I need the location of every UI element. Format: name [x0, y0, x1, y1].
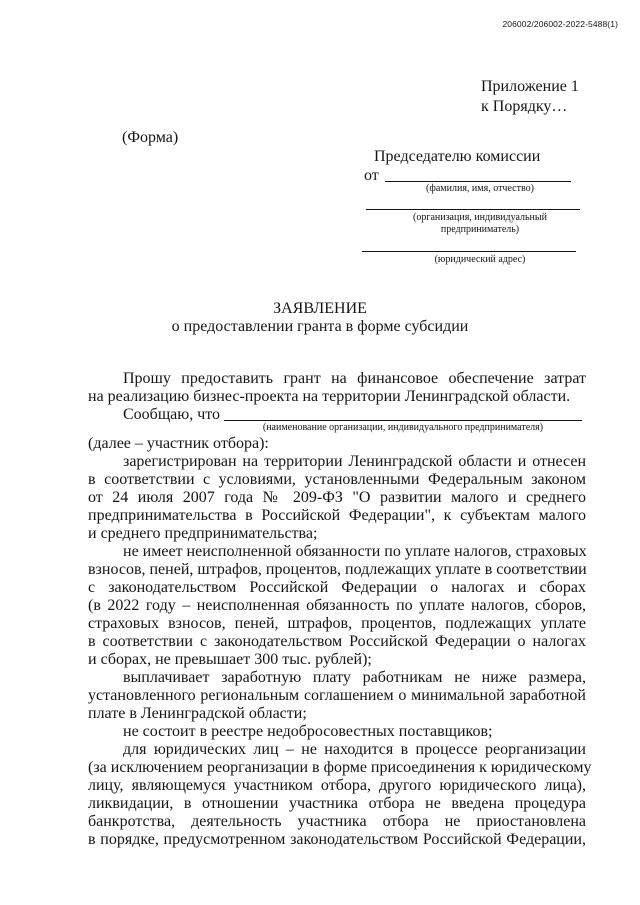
item-tax-line: не имеет неисполненной обязанности по уплате налогов, страховых — [123, 543, 587, 560]
item-registration-line: от 24 июля 2007 года № 209-ФЗ "О развитии малого и среднего — [88, 489, 586, 506]
item-tax-line: (в 2022 году – неисполненная обязанность по уплате налогов, сборов, — [88, 597, 586, 614]
request-line: на реализацию бизнес-проекта на территории Ленинградской области. — [88, 388, 571, 405]
item-legal-line: лицу, являющемуся участником отбора, другого юридического лица), — [88, 777, 586, 794]
item-registration-line: предпринимательства в Российской Федерации", к субъектам малого — [88, 507, 586, 524]
item-tax-line: страховых взносов, пеней, штрафов, процентов, подлежащих уплате — [88, 615, 586, 632]
address-blank-line — [362, 251, 576, 252]
address-caption: (юридический адрес) — [434, 254, 526, 265]
appendix-label: Приложение 1 — [481, 78, 579, 95]
request-line: Прошу предоставить грант на финансовое обеспечение затрат — [123, 370, 586, 387]
form-label: (Форма) — [122, 129, 179, 146]
document-subtitle: о предоставлении гранта в форме субсидии — [171, 318, 469, 335]
item-tax-line: в соответствии с законодательством Российской Федерации о налогах — [88, 633, 586, 650]
item-wage-line: установленного региональным соглашением о минимальной заработной — [88, 687, 586, 704]
document-title: ЗАЯВЛЕНИЕ — [273, 300, 367, 317]
report-label: Сообщаю, что — [123, 406, 221, 423]
item-registry-line: не состоит в реестре недобросовестных поставщиков; — [123, 723, 493, 740]
item-tax-line: с законодательством Российской Федерации о налогах и сборах — [88, 579, 586, 596]
organization-caption-cont: предприниматель) — [440, 224, 520, 235]
item-legal-line: (за исключением реорганизации в форме присоединения к юридическому — [88, 759, 592, 776]
item-registration-line: зарегистрирован на территории Ленинградской области и отнесен — [123, 453, 586, 470]
item-legal-line: банкротства, деятельность участника отбора не приостановлена — [88, 813, 586, 830]
name-blank-line — [385, 181, 571, 182]
item-wage-line: плате в Ленинградской области; — [88, 705, 307, 722]
addressee-title: Председателю комиссии — [374, 148, 541, 165]
item-legal-line: в порядке, предусмотренном законодательством Российской Федерации, — [88, 831, 586, 848]
item-legal-line: для юридических лиц – не находится в процессе реорганизации — [123, 741, 586, 758]
item-wage-line: выплачивает заработную плату работникам не ниже размера, — [123, 669, 586, 686]
item-registration-line: в соответствии с условиями, установленными Федеральным законом — [88, 471, 586, 488]
from-label: от — [364, 167, 379, 184]
organization-blank-line — [366, 209, 580, 210]
name-caption: (фамилия, имя, отчество) — [426, 183, 534, 194]
appendix-reference: к Порядку… — [481, 98, 568, 115]
document-id: 206002/206002-2022-5488(1) — [502, 19, 618, 29]
item-registration-line: и среднего предпринимательства; — [88, 525, 318, 542]
organization-name-caption: (наименование организации, индивидуального предпринимателя) — [262, 422, 544, 433]
participant-line: (далее – участник отбора): — [88, 435, 269, 452]
organization-caption: (организация, индивидуальный — [413, 212, 547, 223]
item-tax-line: и сборах, не превышает 300 тыс. рублей); — [88, 651, 372, 668]
organization-name-blank-line — [224, 420, 582, 421]
item-legal-line: ликвидации, в отношении участника отбора не введена процедура — [88, 795, 586, 812]
item-tax-line: взносов, пеней, штрафов, процентов, подлежащих уплате в соответствии — [88, 561, 587, 578]
